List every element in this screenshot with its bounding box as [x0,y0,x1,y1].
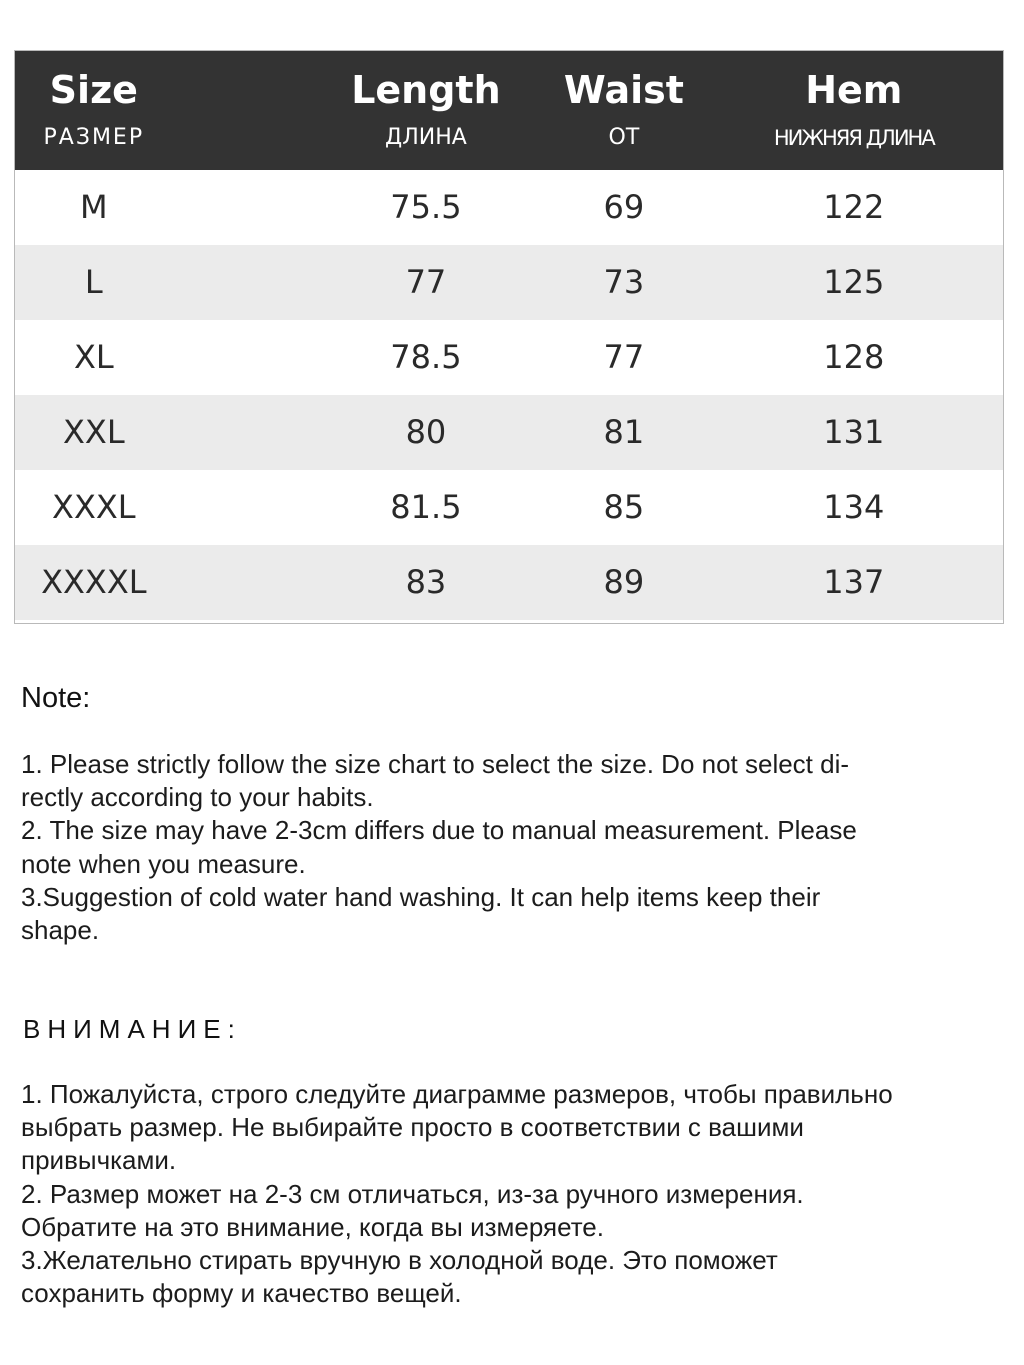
table-row [15,320,1003,395]
cell-hem: 125 [823,263,885,301]
cell-length: 77 [405,263,447,301]
cell-waist: 69 [603,188,645,226]
cell-size: L [84,263,103,301]
table-row [15,395,1003,470]
cell-waist: 77 [603,338,645,376]
note-line: Обратите на это внимание, когда вы измеряете. [21,1211,604,1242]
cell-length: 78.5 [390,338,462,376]
cell-waist: 89 [603,563,645,601]
header-size-label: Size [49,68,138,112]
header-length-label: Length [351,68,501,112]
cell-length: 80 [405,413,447,451]
cell-waist: 81 [603,413,645,451]
header-size-sublabel: РАЗМЕР [43,125,145,150]
note-line: note when you measure. [21,848,306,879]
cell-hem: 137 [823,563,885,601]
header-length [173,51,544,170]
note-line: shape. [21,915,100,946]
note-line: сохранить форму и качество вещей. [21,1278,462,1309]
cell-hem: 122 [823,188,885,226]
cell-size: XXXXL [41,563,147,601]
note-line: 2. The size may have 2-3cm differs due to manual measurement. Please [21,815,857,846]
header-waist-sublabel: ОТ [608,125,640,150]
table-row [15,245,1003,320]
cell-size: XXL [62,413,125,451]
cell-length: 75.5 [390,188,462,226]
header-size [15,51,173,170]
cell-length: 83 [405,563,447,601]
cell-length: 81.5 [390,488,462,526]
note-line: rectly according to your habits. [21,782,374,813]
cell-hem: 128 [823,338,885,376]
cell-waist: 85 [603,488,645,526]
note-title-ru: ВНИМАНИЕ: [23,1014,242,1044]
cell-hem: 134 [823,488,885,526]
note-line: привычками. [21,1145,177,1176]
header-length-sublabel: ДЛИНА [385,125,467,150]
table-row [15,470,1003,545]
header-hem-label: Hem [805,68,903,112]
note-line: выбрать размер. Не выбирайте просто в соответствии с вашими [21,1112,804,1143]
note-body-en [21,748,1001,947]
cell-hem: 131 [823,413,885,451]
table-row [15,170,1003,245]
header-waist [543,51,704,170]
table-row [15,545,1003,620]
header-hem-sublabel: НИЖНЯЯ ДЛИНА [773,126,934,150]
note-line: 3.Желательно стирать вручную в холодной воде. Это поможет [21,1245,778,1276]
table-header-row [15,51,1003,170]
header-hem [705,51,1003,170]
note-body-ru [21,1078,1001,1310]
cell-size: XXXL [52,488,136,526]
note-line: 3.Suggestion of cold water hand washing. It can help items keep their [21,881,821,912]
cell-size: M [80,188,108,226]
note-line: 2. Размер может на 2-3 см отличаться, из-за ручного измерения. [21,1178,804,1209]
note-title-en: Note: [21,682,91,714]
size-chart-table [14,50,1004,624]
header-waist-label: Waist [563,68,684,112]
note-line: 1. Please strictly follow the size chart to select the size. Do not select di- [21,749,850,779]
cell-size: XL [73,338,114,376]
note-line: 1. Пожалуйста, строго следуйте диаграмме размеров, чтобы правильно [21,1079,893,1109]
cell-waist: 73 [603,263,645,301]
